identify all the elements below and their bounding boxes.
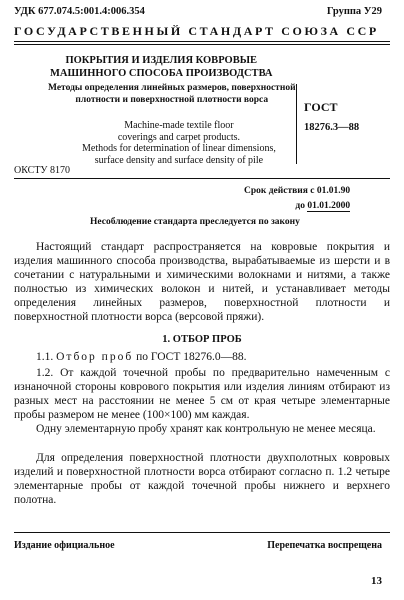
title-line-1: ПОКРЫТИЯ И ИЗДЕЛИЯ КОВРОВЫЕ (65, 55, 258, 66)
control-sample-paragraph: Одну элементарную пробу хранят как контрольную не менее месяца. (36, 423, 376, 435)
udk-code: УДК 677.074.5:001.4:006.354 (14, 6, 145, 17)
okstu-rule (14, 178, 390, 179)
validity-to (244, 199, 350, 214)
validity-to-prefix: до (295, 201, 308, 211)
title-line-2: МАШИННОГО СПОСОБА ПРОИЗВОДСТВА (50, 68, 273, 79)
two-layer-paragraph: Для определения поверхностной плотности двухполотных ковровых изделий и поверхностной плотности ворса отбирают согласно п. 1.2 четыре элементарные пробы от каждой точечной пробы нижнего и верхнего полотна. (14, 452, 390, 506)
methods-line-2: плотности и поверхностной плотности ворса (75, 95, 269, 105)
intro-paragraph: Настоящий стандарт распространяется на ковровые покрытия и изделия машинного способа производства, вырабатываемые из шерсти и в сочетании с натуральными и химическими волокнами и нитями, а также полностью из химических волокон и нитей, и устанавливает методы определения линейных размеров, поверхностной плотности и поверхностной плотности ворса (версовой пряжи). (14, 241, 390, 323)
validity-to-date: 01.01.2000 (307, 201, 351, 211)
header-rule-bottom (14, 44, 390, 45)
en-line-4: surface density and surface density of pile (94, 154, 264, 166)
group-code: Группа У29 (326, 6, 382, 17)
clause-1-1-heading: Отбор проб (56, 351, 134, 363)
title-divider (296, 84, 297, 164)
header-rule-top (14, 41, 390, 42)
title-russian (50, 54, 273, 80)
title-english (82, 120, 276, 166)
section-title: 1. ОТБОР ПРОБ (162, 334, 242, 345)
legal-notice: Несоблюдение стандарта преследуется по закону (90, 217, 300, 227)
validity-period (244, 184, 350, 214)
clause-1-1-number: 1.1. (36, 351, 54, 363)
validity-from: Срок действия с 01.01.90 (244, 186, 351, 196)
gost-label: ГОСТ (304, 100, 338, 114)
clause-1-1 (14, 350, 390, 364)
okstu-code: ОКСТУ 8170 (14, 165, 71, 176)
footer-rule (14, 532, 390, 533)
clause-1-2: 1.2. От каждой точечной пробы по предварительно намеченным с изнаночной стороны коврового покрытия или изделия линиям отбирают из разных мест на расстоянии не менее 5 см от края четыре элементарные пробы размером не менее (100×100) мм каждая. (14, 367, 390, 421)
en-line-1: Machine-made textile floor (124, 120, 234, 131)
page-number: 13 (371, 575, 382, 587)
en-line-3: Methods for determination of linear dimensions, (82, 143, 276, 154)
edition-label: Издание официальное (14, 540, 115, 551)
reprint-notice: Перепечатка воспрещена (267, 540, 382, 551)
methods-russian (48, 82, 296, 106)
clause-1-1-text: по ГОСТ 18276.0—88. (133, 351, 247, 363)
standard-heading: ГОСУДАРСТВЕННЫЙ СТАНДАРТ СОЮЗА ССР (14, 24, 379, 38)
methods-line-1: Методы определения линейных размеров, поверхностной (48, 83, 296, 93)
en-line-2: coverings and carpet products. (117, 131, 241, 143)
gost-number: 18276.3—88 (304, 122, 360, 133)
